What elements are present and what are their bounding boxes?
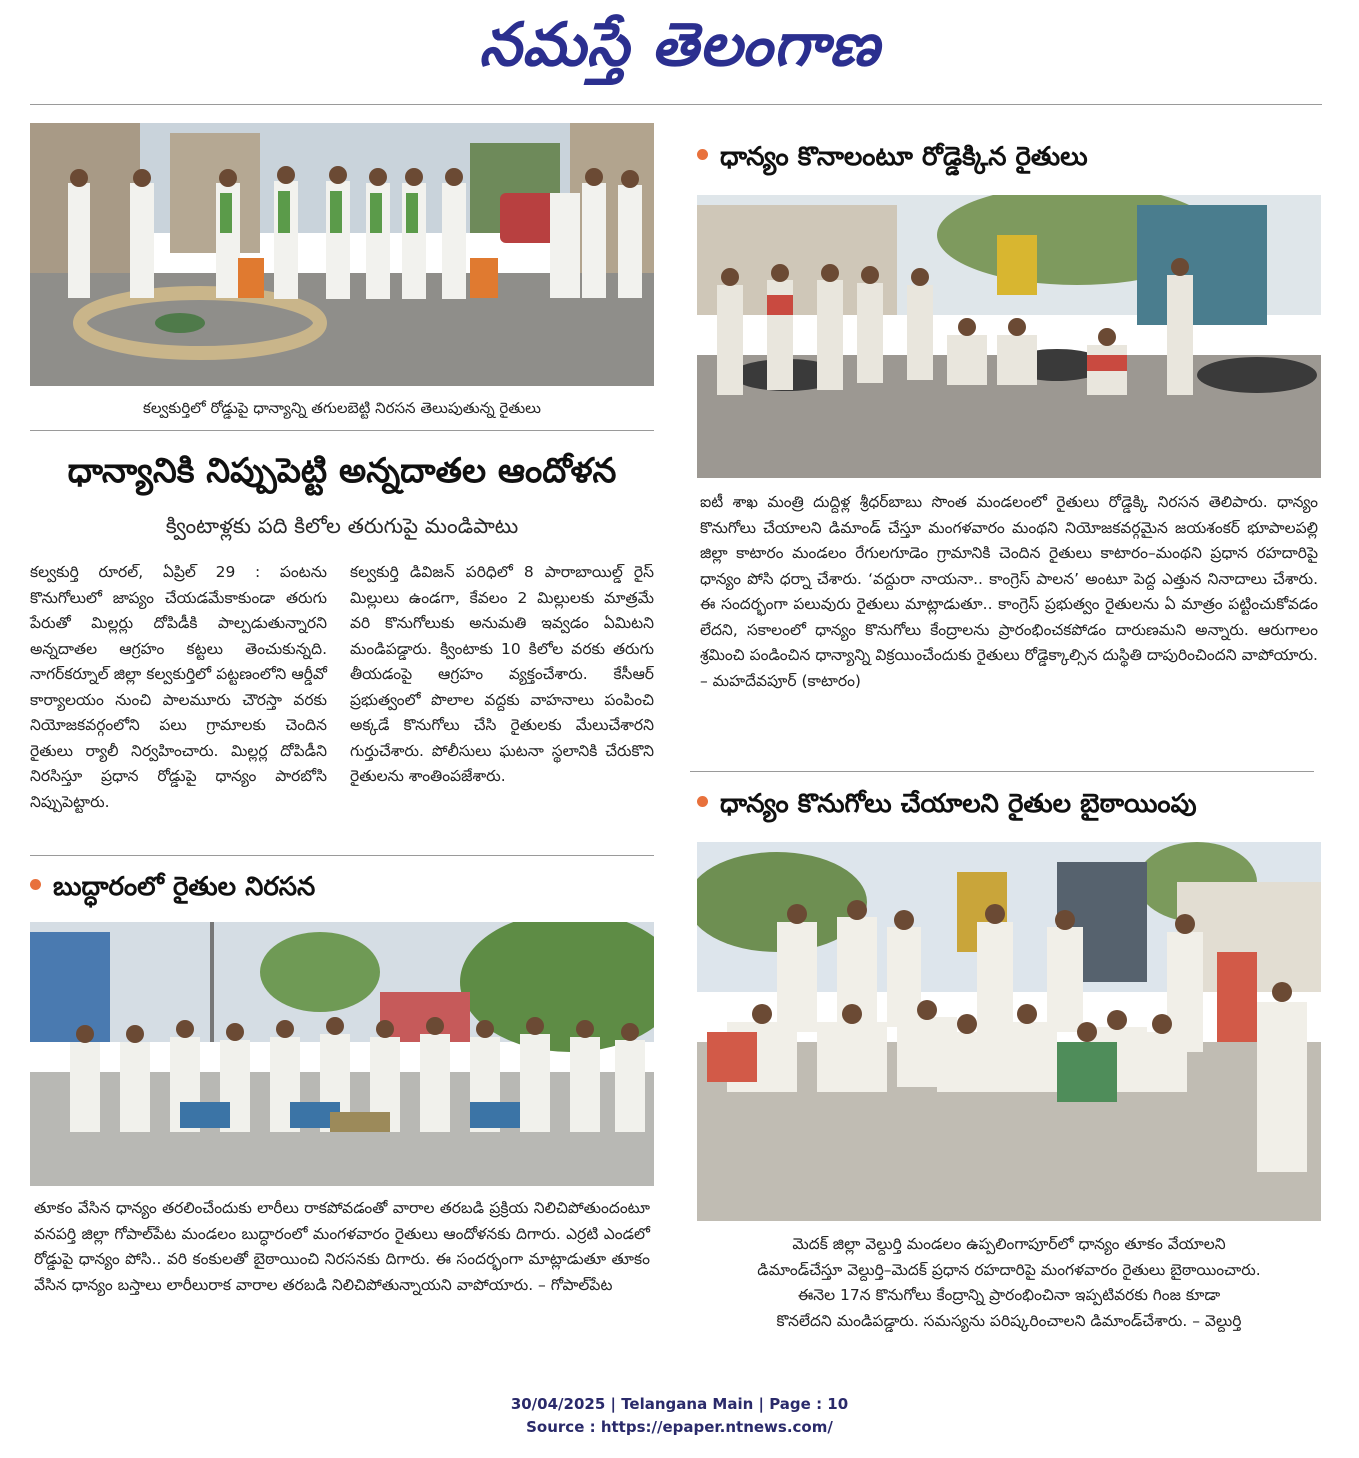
bullet-icon — [30, 879, 41, 890]
buddharam-headline-text: బుద్ధారంలో రైతుల నిరసన — [53, 872, 316, 902]
velduruthi-headline — [697, 783, 1321, 825]
kataram-headline — [697, 136, 1321, 178]
newspaper-masthead: నమస్తే తెలంగాణ — [478, 10, 881, 80]
bullet-icon — [697, 149, 708, 160]
photo-kataram-protest — [697, 195, 1321, 478]
masthead-divider — [30, 104, 1322, 105]
main-subheadline: క్వింటాళ్లకు పది కిలోల తరుగుపై మండిపాటు — [165, 514, 519, 538]
photo-kalwakurthy-caption: కల్వకుర్తిలో రోడ్డుపై ధాన్యాన్ని తగులబెట్టి నిరసన తెలుపుతున్న రైతులు — [142, 399, 541, 417]
photo-kalwakurthy-protest — [30, 123, 654, 386]
buddharam-headline — [30, 866, 654, 908]
kataram-headline-text: ధాన్యం కొనాలంటూ రోడ్డెక్కిన రైతులు — [720, 142, 1088, 172]
main-headline: ధాన్యానికి నిప్పుపెట్టి అన్నదాతల ఆందోళన — [67, 451, 617, 491]
footer-source-link[interactable]: Source : https://epaper.ntnews.com/ — [526, 1418, 833, 1436]
velduruthi-body-line: డిమాండ్‌చేస్తూ వెల్దుర్తి–మెదక్‌ ప్రధాన రహదారిపై మంగళవారం రైతులు బైఠాయించారు. — [757, 1260, 1261, 1279]
velduruthi-story-body — [697, 1232, 1321, 1334]
caption-divider — [30, 430, 654, 431]
velduruthi-body-line: ఈనెల 17న కొనుగోలు కేంద్రాన్ని ప్రారంభించినా ఇప్పటివరకు గింజ కూడా — [797, 1286, 1221, 1304]
kataram-story-body: ఐటీ శాఖ మంత్రి దుద్దిళ్ల శ్రీధర్‌బాబు సొంత మండలంలో రైతులు రోడ్డెక్కి నిరసన తెలిపారు. ధాన్యం కొనుగోలు చేయాలని డిమాండ్‌ చేస్తూ మంగళవారం మంథని నియోజకవర్గమైన జయశంకర్‌ భూపాలపల్లి జిల్లా కాటారం మండలం రేగులగూడెం గ్రామానికి చెందిన రైతులు కాటారం–మంథని ప్రధాన రహదారిపై ధాన్యం పోసి ధర్నా చేశారు. ‘వద్దురా నాయనా.. కాంగ్రెస్‌ పాలన’ అంటూ పెద్ద ఎత్తున నినాదాలు చేశారు. ఈ సందర్భంగా పలువురు రైతులు మాట్లాడుతూ.. కాంగ్రెస్‌ ప్రభుత్వం రైతులను ఏ మాత్రం పట్టించుకోవడం లేదని, సకాలంలో ధాన్యం కొనుగోలు కేంద్రాలను ప్రారంభించకపోడం దారుణమని అన్నారు. ఆరుగాలం శ్రమించి పండించిన ధాన్యాన్ని విక్రయించేందుకు రైతులు రోడ్డెక్కాల్సిన దుస్థితి దాపురించిందని వాపోయారు. – మహదేవపూర్‌ (కాటారం) — [700, 493, 1318, 690]
bullet-icon — [697, 796, 708, 807]
footer-edition-info: 30/04/2025 | Telangana Main | Page : 10 — [510, 1395, 849, 1413]
photo-buddharam-protest — [30, 922, 654, 1186]
photo-velduruthi-protest — [697, 842, 1321, 1221]
main-story-column-1: కల్వకుర్తి రూరల్‌, ఏప్రిల్‌ 29 : పంటను కొనుగోలులో జాప్యం చేయడమేకాకుండా తరుగు పేరుతో మిల్లర్లు దోపిడీకి పాల్పడుతున్నారని అన్నదాతల ఆగ్రహం కట్టలు తెంచుకున్నది. నాగర్‌కర్నూల్‌ జిల్లా కల్వకుర్తిలో పట్టణంలోని ఆర్డీవో కార్యాలయం నుంచి పాలమూరు చౌరస్తా వరకు నియోజకవర్గంలోని పలు గ్రామాలకు చెందిన రైతులు ర్యాలీ నిర్వహించారు. మిల్లర్ల దోపిడీని నిరసిస్తూ ప్రధాన రోడ్డుపై ధాన్యం పారబోసి నిప్పుపెట్టారు. — [30, 563, 327, 811]
buddharam-story-body: తూకం వేసిన ధాన్యం తరలించేందుకు లారీలు రాకపోవడంతో వారాల తరబడి ప్రక్రియ నిలిచిపోతుందంటూ వనపర్తి జిల్లా గోపాల్‌పేట మండలం బుద్ధారంలో మంగళవారం రైతులు ఆందోళనకు దిగారు. ఎర్రటి ఎండలో రోడ్డుపై ధాన్యం పోసి.. వరి కంకులతో బైఠాయించి నిరసనకు దిగారు. ఈ సందర్భంగా మాట్లాడుతూ తూకం వేసిన ధాన్యం బస్తాలు లారీలురాక వారాల తరబడి నిలిచిపోతున్నాయని వాపోయారు. – గోపాల్‌పేట — [34, 1199, 650, 1294]
velduruthi-body-line: మెదక్‌ జిల్లా వెల్దుర్తి మండలం ఉప్పలింగాపూర్‌లో ధాన్యం తూకం వేయాలని — [792, 1235, 1226, 1253]
velduruthi-body-line: కొనలేదని మండిపడ్డారు. సమస్యను పరిష్కరించాలని డిమాండ్‌చేశారు. – వెల్దుర్తి — [776, 1311, 1242, 1330]
section-divider-right — [690, 771, 1314, 772]
main-story-column-2: కల్వకుర్తి డివిజన్‌ పరిధిలో 8 పారాబాయిల్డ్‌ రైస్‌ మిల్లులు ఉండగా, కేవలం 2 మిల్లులకు మాత్రమే వరి కొనుగోలుకు అనుమతి ఇవ్వడం ఏమిటని మండిపడ్డారు. క్వింటాకు 10 కిలోల వరకు తరుగు తీయడంపై ఆగ్రహం వ్యక్తంచేశారు. కేసీఆర్‌ ప్రభుత్వంలో పొలాల వద్దకు వాహనాలు పంపించి అక్కడే కొనుగోలు చేసి రైతులకు మేలుచేశారని గుర్తుచేశారు. పోలీసులు ఘటనా స్థలానికి చేరుకొని రైతులను శాంతింపజేశారు. — [350, 563, 654, 785]
section-divider-left — [30, 855, 654, 856]
velduruthi-headline-text: ధాన్యం కొనుగోలు చేయాలని రైతుల బైఠాయింపు — [720, 789, 1197, 819]
